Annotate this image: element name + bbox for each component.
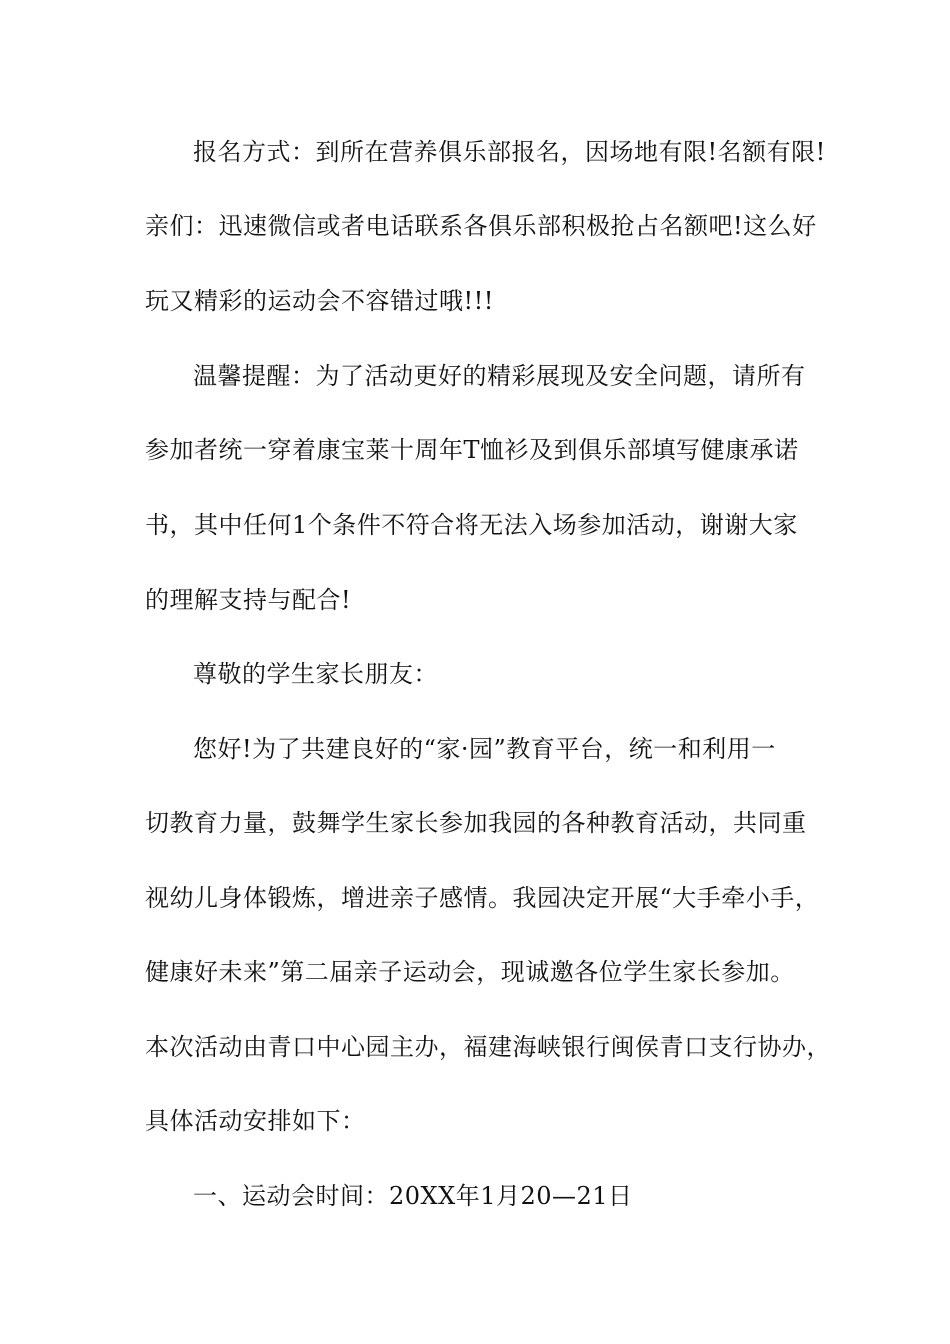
paragraph-invitation-line-4: 健康好未来”第二届亲子运动会，现诚邀各位学生家长参加。 bbox=[145, 958, 795, 986]
paragraph-registration-line-1: 报名方式：到所在营养俱乐部报名，因场地有限!名额有限! bbox=[193, 138, 826, 166]
paragraph-invitation-line-6: 具体活动安排如下： bbox=[145, 1107, 366, 1135]
paragraph-registration-line-2: 亲们：迅速微信或者电话联系各俱乐部积极抢占名额吧!这么好 bbox=[145, 212, 817, 240]
paragraph-invitation-line-3: 视幼儿身体锻炼，增进亲子感情。我园决定开展“大手牵小手， bbox=[145, 884, 820, 912]
paragraph-registration-line-3: 玩又精彩的运动会不容错过哦!!! bbox=[145, 287, 494, 315]
paragraph-invitation-line-2: 切教育力量，鼓舞学生家长参加我园的各种教育活动，共同重 bbox=[145, 809, 807, 837]
section-event-time: 一、运动会时间：20XX年1月20—21日 bbox=[193, 1182, 633, 1210]
paragraph-reminder-line-4: 的理解支持与配合! bbox=[145, 586, 352, 614]
paragraph-reminder-line-2: 参加者统一穿着康宝莱十周年T恤衫及到俱乐部填写健康承诺 bbox=[145, 436, 799, 464]
paragraph-invitation-line-5: 本次活动由青口中心园主办，福建海峡银行闽侯青口支行协办， bbox=[145, 1033, 831, 1061]
paragraph-invitation-line-1: 您好!为了共建良好的“家·园”教育平台，统一和利用一 bbox=[193, 735, 776, 763]
paragraph-reminder-line-3: 书，其中任何1个条件不符合将无法入场参加活动，谢谢大家 bbox=[145, 511, 798, 539]
paragraph-reminder-line-1: 温馨提醒：为了活动更好的精彩展现及安全问题，请所有 bbox=[193, 362, 806, 390]
salutation: 尊敬的学生家长朋友： bbox=[193, 660, 438, 688]
